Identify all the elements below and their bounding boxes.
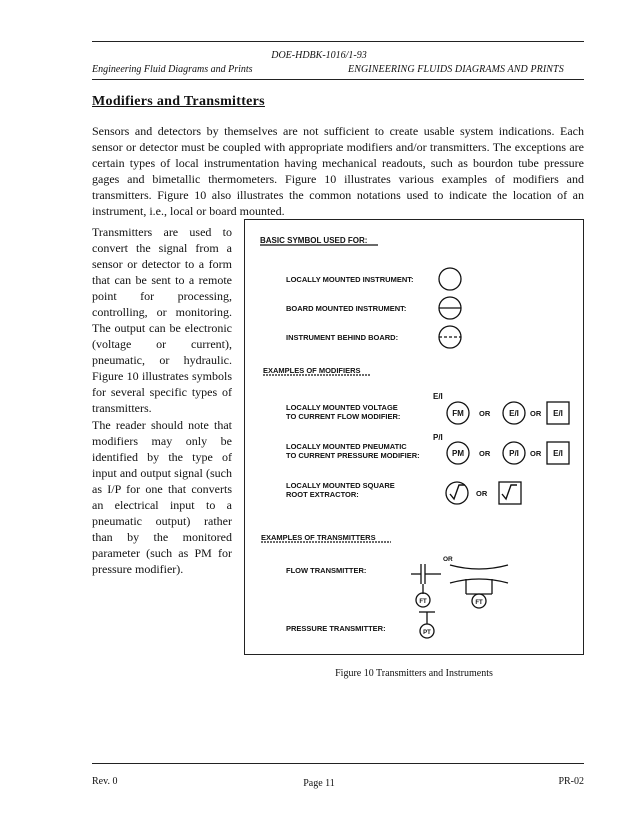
- intro-paragraph: Sensors and detectors by themselves are not sufficient to create usable system indications. Each sensor or detector must be coupled with appropriate modifiers and/or transmitters. The exceptions are certain types of local instrumentation having mechanical readouts, such as bourdon tube pressure gages and bimetallic thermometers. Figure 10 illustrates various examples of modifiers and transmitters. Figure 10 also illustrates the common notations used to indicate the location of an instrument, i.e., local or board mounted.: [92, 124, 584, 218]
- pressure-transmitter-label: PRESSURE TRANSMITTER:: [286, 624, 386, 633]
- pneumatic-modifier-label-1: LOCALLY MOUNTED PNEUMATIC: [286, 442, 407, 451]
- or-text-3: OR: [479, 449, 491, 458]
- or-text-5: OR: [476, 489, 488, 498]
- fm-text: FM: [452, 409, 464, 418]
- header-right-title: ENGINEERING FLUIDS DIAGRAMS AND PRINTS: [348, 64, 564, 75]
- or-text-2: OR: [530, 409, 542, 418]
- pi-text: P/I: [509, 449, 519, 458]
- figure-10-diagram: [245, 220, 583, 654]
- behind-board-label: INSTRUMENT BEHIND BOARD:: [286, 333, 399, 342]
- transmitter-heading: EXAMPLES OF TRANSMITTERS: [261, 533, 376, 542]
- venturi-bottom: [450, 579, 508, 583]
- footer-revision: Rev. 0: [92, 776, 118, 787]
- modifier-heading: EXAMPLES OF MODIFIERS: [263, 366, 361, 375]
- ei-text-3: E/I: [553, 449, 563, 458]
- section-title: Modifiers and Transmitters: [92, 94, 265, 109]
- local-instrument-label: LOCALLY MOUNTED INSTRUMENT:: [286, 275, 414, 284]
- footer-code: PR-02: [558, 776, 584, 787]
- pm-text: PM: [452, 449, 464, 458]
- header-bottom-rule: [92, 79, 584, 80]
- board-instrument-label: BOARD MOUNTED INSTRUMENT:: [286, 304, 407, 313]
- header-doc-number: DOE-HDBK-1016/1-93: [271, 50, 367, 61]
- pi-callout: P/I: [433, 433, 443, 442]
- venturi-top: [450, 565, 508, 569]
- pneumatic-modifier-label-2: TO CURRENT PRESSURE MODIFIER:: [286, 451, 420, 460]
- ei-text-1: E/I: [509, 409, 519, 418]
- sqrt-extractor-label-1: LOCALLY MOUNTED SQUARE: [286, 481, 395, 490]
- modifiers-note-paragraph: The reader should note that modifiers may only be identified by the type of input and output signal (such as I/P for one that converts an electrical input to a pneumatic output) rather than by the monitored parameter (such as PM for pressure modifier).: [92, 418, 232, 576]
- figure-10-box: [244, 219, 584, 655]
- voltage-modifier-label-1: LOCALLY MOUNTED VOLTAGE: [286, 403, 398, 412]
- figure-caption: Figure 10 Transmitters and Instruments: [335, 668, 493, 679]
- header-top-rule: [92, 41, 584, 42]
- sqrt-extractor-label-2: ROOT EXTRACTOR:: [286, 490, 359, 499]
- footer-page-number: Page 11: [303, 778, 335, 789]
- pt-text: PT: [423, 630, 431, 636]
- sqrt-glyph-1: [450, 485, 465, 499]
- voltage-modifier-label-2: TO CURRENT FLOW MODIFIER:: [286, 412, 401, 421]
- local-instrument-symbol: [439, 268, 461, 290]
- ft-text-2: FT: [475, 600, 483, 606]
- or-text-6: OR: [443, 556, 453, 563]
- ft-text-1: FT: [419, 599, 427, 605]
- footer-rule: [92, 763, 584, 764]
- basic-heading: BASIC SYMBOL USED FOR:: [260, 236, 368, 245]
- header-left-title: Engineering Fluid Diagrams and Prints: [92, 64, 253, 75]
- sqrt-glyph-2: [502, 485, 517, 499]
- flow-transmitter-label: FLOW TRANSMITTER:: [286, 566, 367, 575]
- sqrt-box-symbol: [499, 482, 521, 504]
- transmitters-paragraph: Transmitters are used to convert the signal from a sensor or detector to a form that can be sent to a remote point for processing, controlling, or monitoring. The output can be electronic (voltage or current), pneumatic, or hydraulic. Figure 10 illustrates symbols for several specific types of transmitters.: [92, 225, 232, 415]
- or-text-4: OR: [530, 449, 542, 458]
- or-text-1: OR: [479, 409, 491, 418]
- ei-callout: E/I: [433, 392, 443, 401]
- ei-text-2: E/I: [553, 409, 563, 418]
